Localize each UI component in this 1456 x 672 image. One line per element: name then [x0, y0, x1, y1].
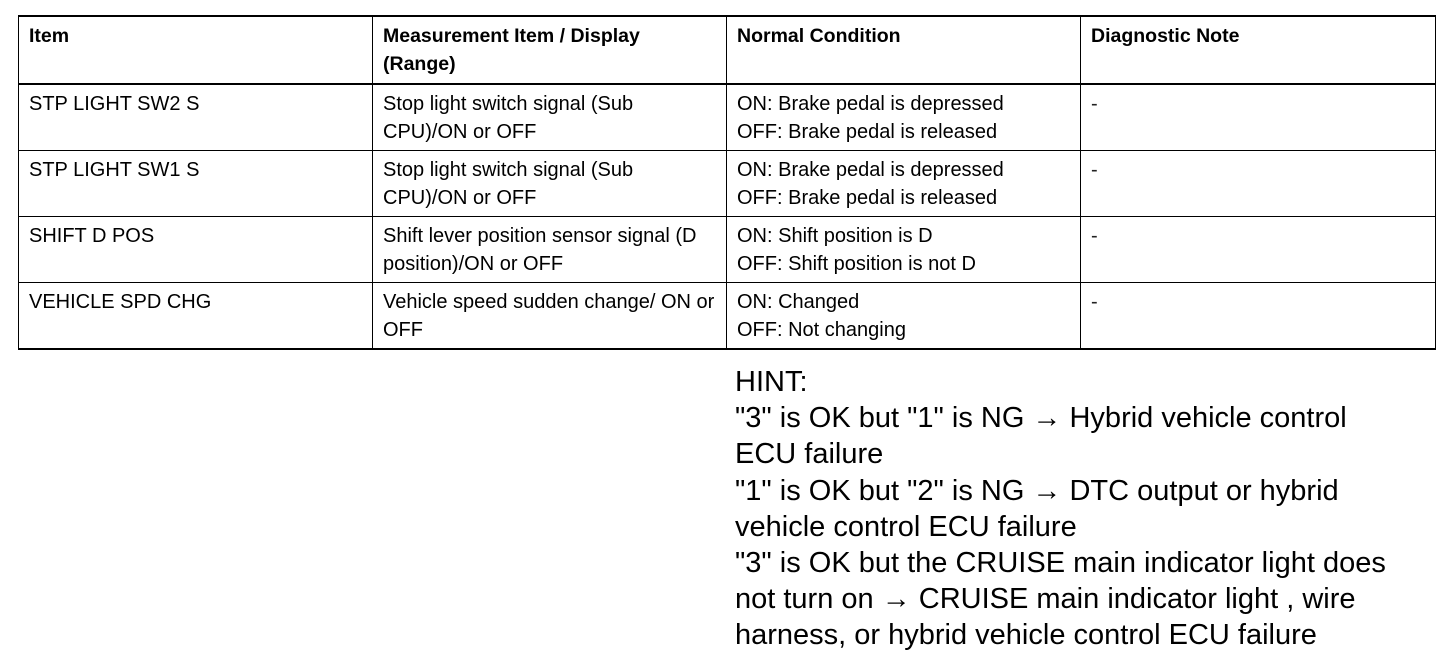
cell-measurement: Stop light switch signal (Sub CPU)/ON or OFF	[373, 151, 727, 217]
table-header-row	[19, 16, 1436, 84]
header-diagnostic-note: Diagnostic Note	[1081, 16, 1436, 84]
normal-on-line: ON: Brake pedal is depressed	[737, 93, 1004, 115]
table-row	[19, 283, 1436, 350]
hint-line: "1" is OK but "2" is NG → DTC output or hybrid	[735, 474, 1339, 507]
hint-line: harness, or hybrid vehicle control ECU failure	[735, 619, 1317, 652]
cell-diagnostic-note: -	[1081, 217, 1436, 283]
diagnostic-table	[18, 15, 1436, 350]
cell-item: SHIFT D POS	[19, 217, 373, 283]
normal-off-line: OFF: Brake pedal is released	[737, 187, 998, 209]
hint-line: "3" is OK but the CRUISE main indicator light does	[735, 547, 1386, 580]
table-row	[19, 84, 1436, 151]
normal-on-line: ON: Brake pedal is depressed	[737, 159, 1004, 181]
normal-off-line: OFF: Not changing	[737, 319, 906, 341]
table-row	[19, 151, 1436, 217]
hint-line: ECU failure	[735, 438, 884, 471]
cell-normal-condition	[727, 217, 1081, 283]
cell-diagnostic-note: -	[1081, 84, 1436, 151]
cell-normal-condition	[727, 283, 1081, 350]
cell-normal-condition	[727, 84, 1081, 151]
hint-block	[735, 364, 1445, 654]
normal-off-line: OFF: Shift position is not D	[737, 253, 976, 275]
hint-title: HINT:	[735, 366, 808, 398]
cell-measurement: Stop light switch signal (Sub CPU)/ON or OFF	[373, 84, 727, 151]
header-item: Item	[19, 16, 373, 84]
cell-diagnostic-note: -	[1081, 283, 1436, 350]
header-measurement: Measurement Item / Display (Range)	[373, 16, 727, 84]
normal-on-line: ON: Shift position is D	[737, 225, 933, 247]
cell-item: VEHICLE SPD CHG	[19, 283, 373, 350]
cell-diagnostic-note: -	[1081, 151, 1436, 217]
normal-off-line: OFF: Brake pedal is released	[737, 121, 998, 143]
cell-measurement: Shift lever position sensor signal (D position)/ON or OFF	[373, 217, 727, 283]
normal-on-line: ON: Changed	[737, 291, 860, 313]
hint-line: "3" is OK but "1" is NG → Hybrid vehicle control	[735, 402, 1347, 435]
hint-line: vehicle control ECU failure	[735, 510, 1077, 543]
cell-normal-condition	[727, 151, 1081, 217]
table-row	[19, 217, 1436, 283]
cell-item: STP LIGHT SW2 S	[19, 84, 373, 151]
cell-measurement: Vehicle speed sudden change/ ON or OFF	[373, 283, 727, 350]
header-normal-condition: Normal Condition	[727, 16, 1081, 84]
hint-line: not turn on → CRUISE main indicator light , wire	[735, 583, 1356, 616]
cell-item: STP LIGHT SW1 S	[19, 151, 373, 217]
